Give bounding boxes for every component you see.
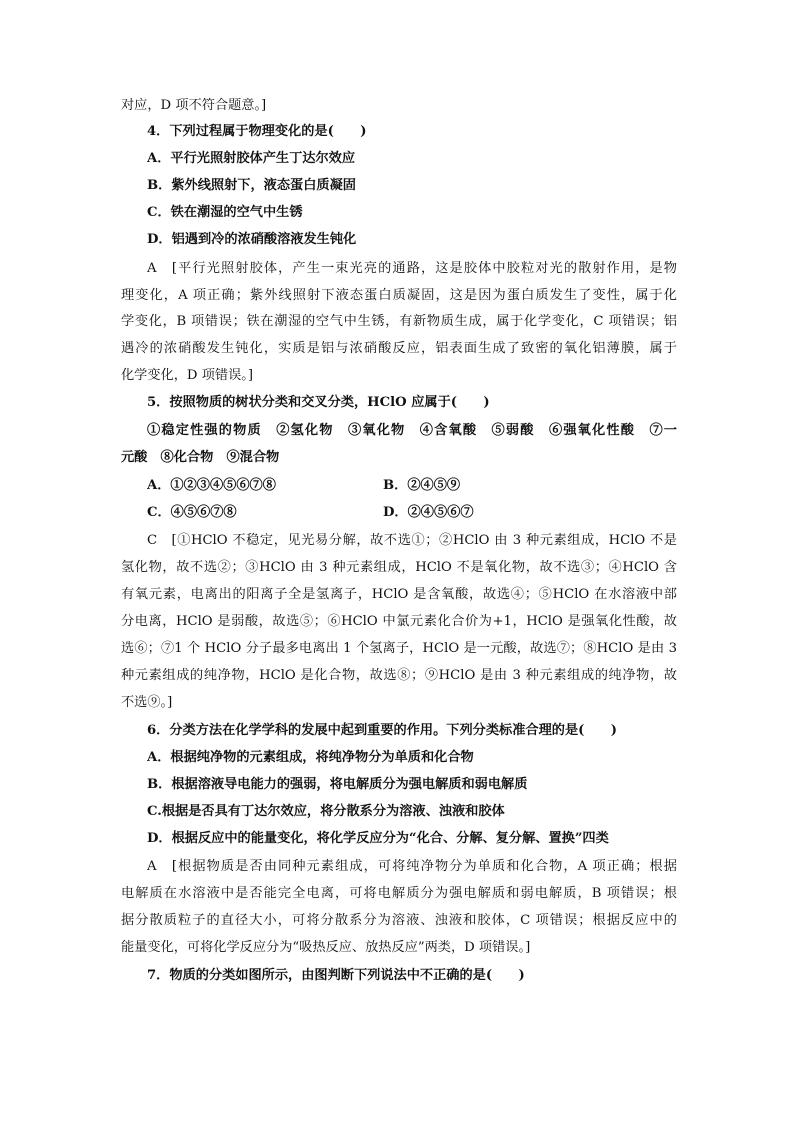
question-4-stem: 4．下列过程属于物理变化的是( ) xyxy=(147,124,367,139)
answer-5-line: 选⑥；⑦1 个 HClO 分子最多电离出 1 个氢离子，HClO 是一元酸，故选⑦；⑧HClO 是由 3 xyxy=(121,641,677,656)
question-6-option-a: A．根据纯净物的元素组成，将纯净物分为单质和化合物 xyxy=(147,750,474,765)
question-4-option-b: B．紫外线照射下，液态蛋白质凝固 xyxy=(147,178,356,193)
question-4-option-a: A．平行光照射胶体产生丁达尔效应 xyxy=(147,151,356,166)
question-5-stem: 5．按照物质的树状分类和交叉分类，HClO 应属于( ) xyxy=(147,395,490,410)
question-4-option-d: D．铝遇到冷的浓硝酸溶液发生钝化 xyxy=(147,232,357,247)
question-7-stem: 7．物质的分类如图所示，由图判断下列说法中不正确的是( ) xyxy=(147,968,525,983)
answer-4-line: 理变化，A 项正确；紫外线照射下液态蛋白质凝固，这是因为蛋白质发生了变性，属于化 xyxy=(121,288,677,303)
text-line: 对应，D 项不符合题意。] xyxy=(121,98,267,113)
question-4-option-c: C．铁在潮湿的空气中生锈 xyxy=(147,205,303,220)
answer-6-line: 能量变化，可将化学反应分为“吸热反应、放热反应”两类，D 项错误。] xyxy=(121,940,531,955)
question-5-option-a: A．①②③④⑤⑥⑦⑧ xyxy=(147,478,276,493)
question-6-option-c: C.根据是否具有丁达尔效应，将分散系分为溶液、浊液和胶体 xyxy=(147,804,505,819)
answer-6-line: 电解质在水溶液中是否能完全电离，可将电解质分为强电解质和弱电解质，B 项错误；根 xyxy=(121,886,677,901)
answer-4-line: 学变化，B 项错误；铁在潮湿的空气中生锈，有新物质生成，属于化学变化，C 项错误；铝 xyxy=(121,314,677,329)
answer-6-line: 据分散质粒子的直径大小，可将分散系分为溶液、浊液和胶体，C 项错误；根据反应中的 xyxy=(121,913,677,928)
answer-6-line: A [根据物质是否由同种元素组成，可将纯净物分为单质和化合物，A 项正确；根据 xyxy=(147,859,677,874)
answer-5-line: 分电离，HClO 是弱酸，故选⑤；⑥HClO 中氯元素化合价为+1，HClO 是强氧化性酸，故 xyxy=(121,614,677,629)
question-5-option-d: D．②④⑤⑥⑦ xyxy=(383,505,474,520)
question-5-choices: ①稳定性强的物质 ②氢化物 ③氧化物 ④含氧酸 ⑤弱酸 ⑥强氧化性酸 ⑦一 xyxy=(147,423,677,438)
answer-4-line: A [平行光照射胶体，产生一束光亮的通路，这是胶体中胶粒对光的散射作用，是物 xyxy=(147,261,677,276)
answer-5-line: 氢化物，故不选②；③HClO 由 3 种元素组成，HClO 不是氧化物，故不选③；④HClO 含 xyxy=(121,560,677,575)
question-5-choices: 元酸 ⑧化合物 ⑨混合物 xyxy=(121,450,280,465)
answer-4-line: 化学变化，D 项错误。] xyxy=(121,368,253,383)
answer-4-line: 遇冷的浓硝酸发生钝化，实质是铝与浓硝酸反应，铝表面生成了致密的氧化铝薄膜，属于 xyxy=(121,341,677,356)
answer-5-line: 不选⑨。] xyxy=(121,695,173,710)
question-5-option-b: B．②④⑤⑨ xyxy=(383,478,461,493)
question-5-option-c: C．④⑤⑥⑦⑧ xyxy=(147,505,237,520)
answer-5-line: 有氧元素，电离出的阳离子全是氢离子，HClO 是含氧酸，故选④；⑤HClO 在水溶液中部 xyxy=(121,587,677,602)
answer-5-line: 种元素组成的纯净物，HClO 是化合物，故选⑧；⑨HClO 是由 3 种元素组成的纯净物，故 xyxy=(121,668,677,683)
answer-5-line: C [①HClO 不稳定，见光易分解，故不选①；②HClO 由 3 种元素组成，HClO 不是 xyxy=(147,533,677,548)
question-6-option-d: D．根据反应中的能量变化，将化学反应分为“化合、分解、复分解、置换”四类 xyxy=(147,831,609,846)
question-6-option-b: B．根据溶液导电能力的强弱，将电解质分为强电解质和弱电解质 xyxy=(147,777,528,792)
question-6-stem: 6．分类方法在化学学科的发展中起到重要的作用。下列分类标准合理的是( ) xyxy=(147,723,618,738)
